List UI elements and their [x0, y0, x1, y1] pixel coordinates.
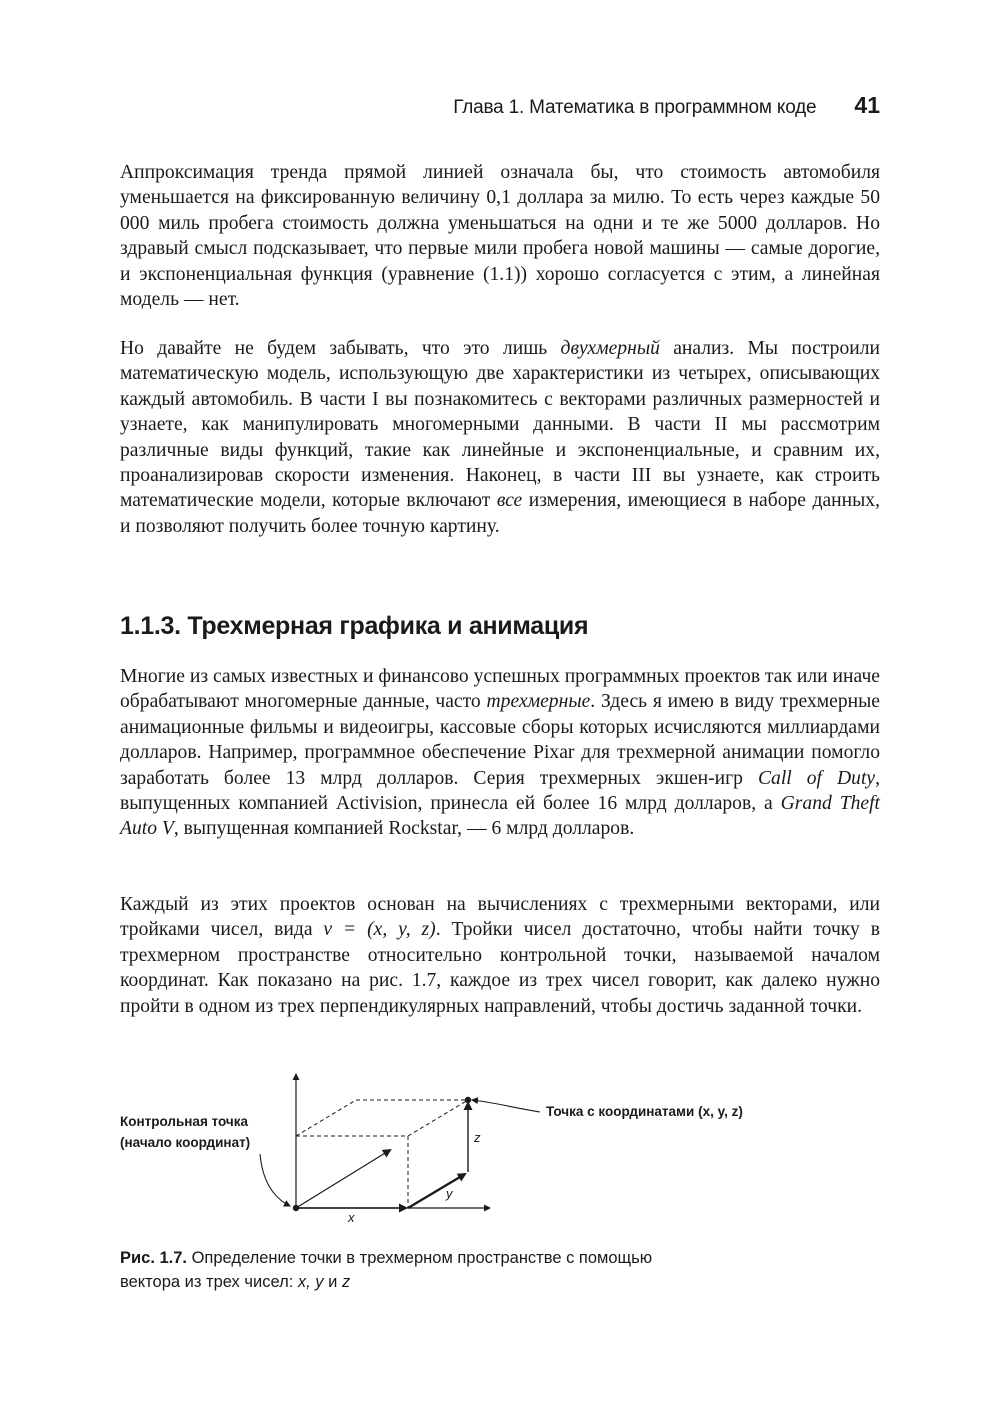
caption-conjunction: и	[323, 1273, 342, 1291]
vector-formula: v = (x, y, z)	[323, 919, 436, 941]
paragraph-text: , выпущенная компанией Rockstar, — 6 млрд долларов.	[173, 818, 635, 840]
paragraph-text: , выпущенных компанией Activision, принесла ей более 16 млрд долларов, а	[120, 767, 880, 815]
emphasis-text: двухмерный	[560, 338, 660, 359]
axis-label-x: x	[348, 1210, 355, 1225]
caption-variables: x, y	[297, 1273, 324, 1291]
coordinate-diagram	[120, 1066, 880, 1226]
point-pointer-line	[472, 1100, 540, 1112]
game-title: Grand Theft Auto V	[120, 793, 880, 840]
game-title: Call of Duty	[757, 767, 876, 789]
emphasis-text: все	[496, 490, 523, 512]
y-component-vector	[408, 1174, 465, 1208]
origin-point	[293, 1205, 299, 1211]
running-head	[120, 92, 880, 126]
paragraph-text: Каждый из этих проектов основан на вычислениях с трехмерными векторами, или тройками чисел, вида	[120, 894, 880, 941]
figure-caption	[120, 1246, 680, 1294]
target-point	[465, 1097, 471, 1103]
caption-text: Определение точки в трехмерном пространстве с помощью вектора из трех чисел:	[120, 1249, 653, 1291]
paragraph-two-dimensional-analysis	[120, 336, 880, 539]
page-number: 41	[854, 92, 880, 118]
paragraph-text: . Здесь я имею в виду трехмерные анимационные фильмы и видеоигры, кассовые сборы которых исчисляются миллиардами долларов. Например, программное обеспечение Pixar для трехмерной анимации помогло заработать более 13 млрд долларов. Серия трехмерных экшен-игр	[120, 691, 881, 789]
origin-label-line1: Контрольная точка	[120, 1114, 249, 1129]
origin-pointer-line	[260, 1154, 290, 1206]
emphasis-text: трехмерные	[486, 691, 591, 713]
caption-number: Рис. 1.7.	[120, 1249, 188, 1267]
paragraph-3d-vectors	[120, 892, 880, 1019]
depth-axis	[296, 1150, 390, 1208]
section-heading: 1.1.3. Трехмерная графика и анимация	[120, 612, 589, 640]
paragraph-linear-approximation: Аппроксимация тренда прямой линией означала бы, что стоимость автомобиля уменьшается на фиксированную величину 0,1 доллара за милю. То есть через каждые 50 000 миль пробега стоимость должна уменьшаться на одни и те же 5000 долларов. Но здравый смысл подсказывает, что первые мили пробега новой машины — самые дорогие, и экспоненциальная функция (уравнение (1.1)) хорошо согласуется с этим, а линейная модель — нет.	[120, 162, 880, 311]
axis-label-y: y	[446, 1186, 453, 1201]
origin-label-line2: (начало координат)	[120, 1135, 251, 1150]
paragraph-text: Многие из самых известных и финансово успешных программных проектов так или иначе обрабатывают многомерные данные, часто	[120, 666, 880, 713]
chapter-title: Глава 1. Математика в программном коде	[453, 97, 817, 118]
paragraph-text: анализ. Мы построили математическую модель, использующую две характеристики из четырех, описывающих каждый автомобиль. В части I вы познакомитесь с векторами различных размерностей и узнаете, как манипулировать многомерными данными. В части II мы рассмотрим различные виды функций, такие как линейные и экспоненциальные, и сравним их, проанализировав скорости изменения. Наконец, в части III вы узнаете, как строить математические модели, которые включают	[120, 338, 880, 512]
caption-variable-z: z	[341, 1273, 351, 1291]
paragraph-text: Но давайте не будем забывать, что это лишь	[120, 338, 561, 359]
paragraph-text: измерения, имеющиеся в наборе данных, и позволяют получить более точную картину.	[120, 490, 880, 537]
figure-3d-point	[120, 1066, 880, 1226]
point-label: Точка с координатами (x, y, z)	[546, 1104, 743, 1119]
axis-label-z: z	[474, 1130, 481, 1145]
paragraph-text: . Тройки чисел достаточно, чтобы найти точку в трехмерном пространстве относительно контрольной точки, называемой началом координат. Как показано на рис. 1.7, каждое из трех чисел говорит, как далеко нужно пройти в одном из трех перпендикулярных направлений, чтобы достичь заданной точки.	[120, 919, 880, 1017]
paragraph-3d-projects	[120, 664, 880, 842]
